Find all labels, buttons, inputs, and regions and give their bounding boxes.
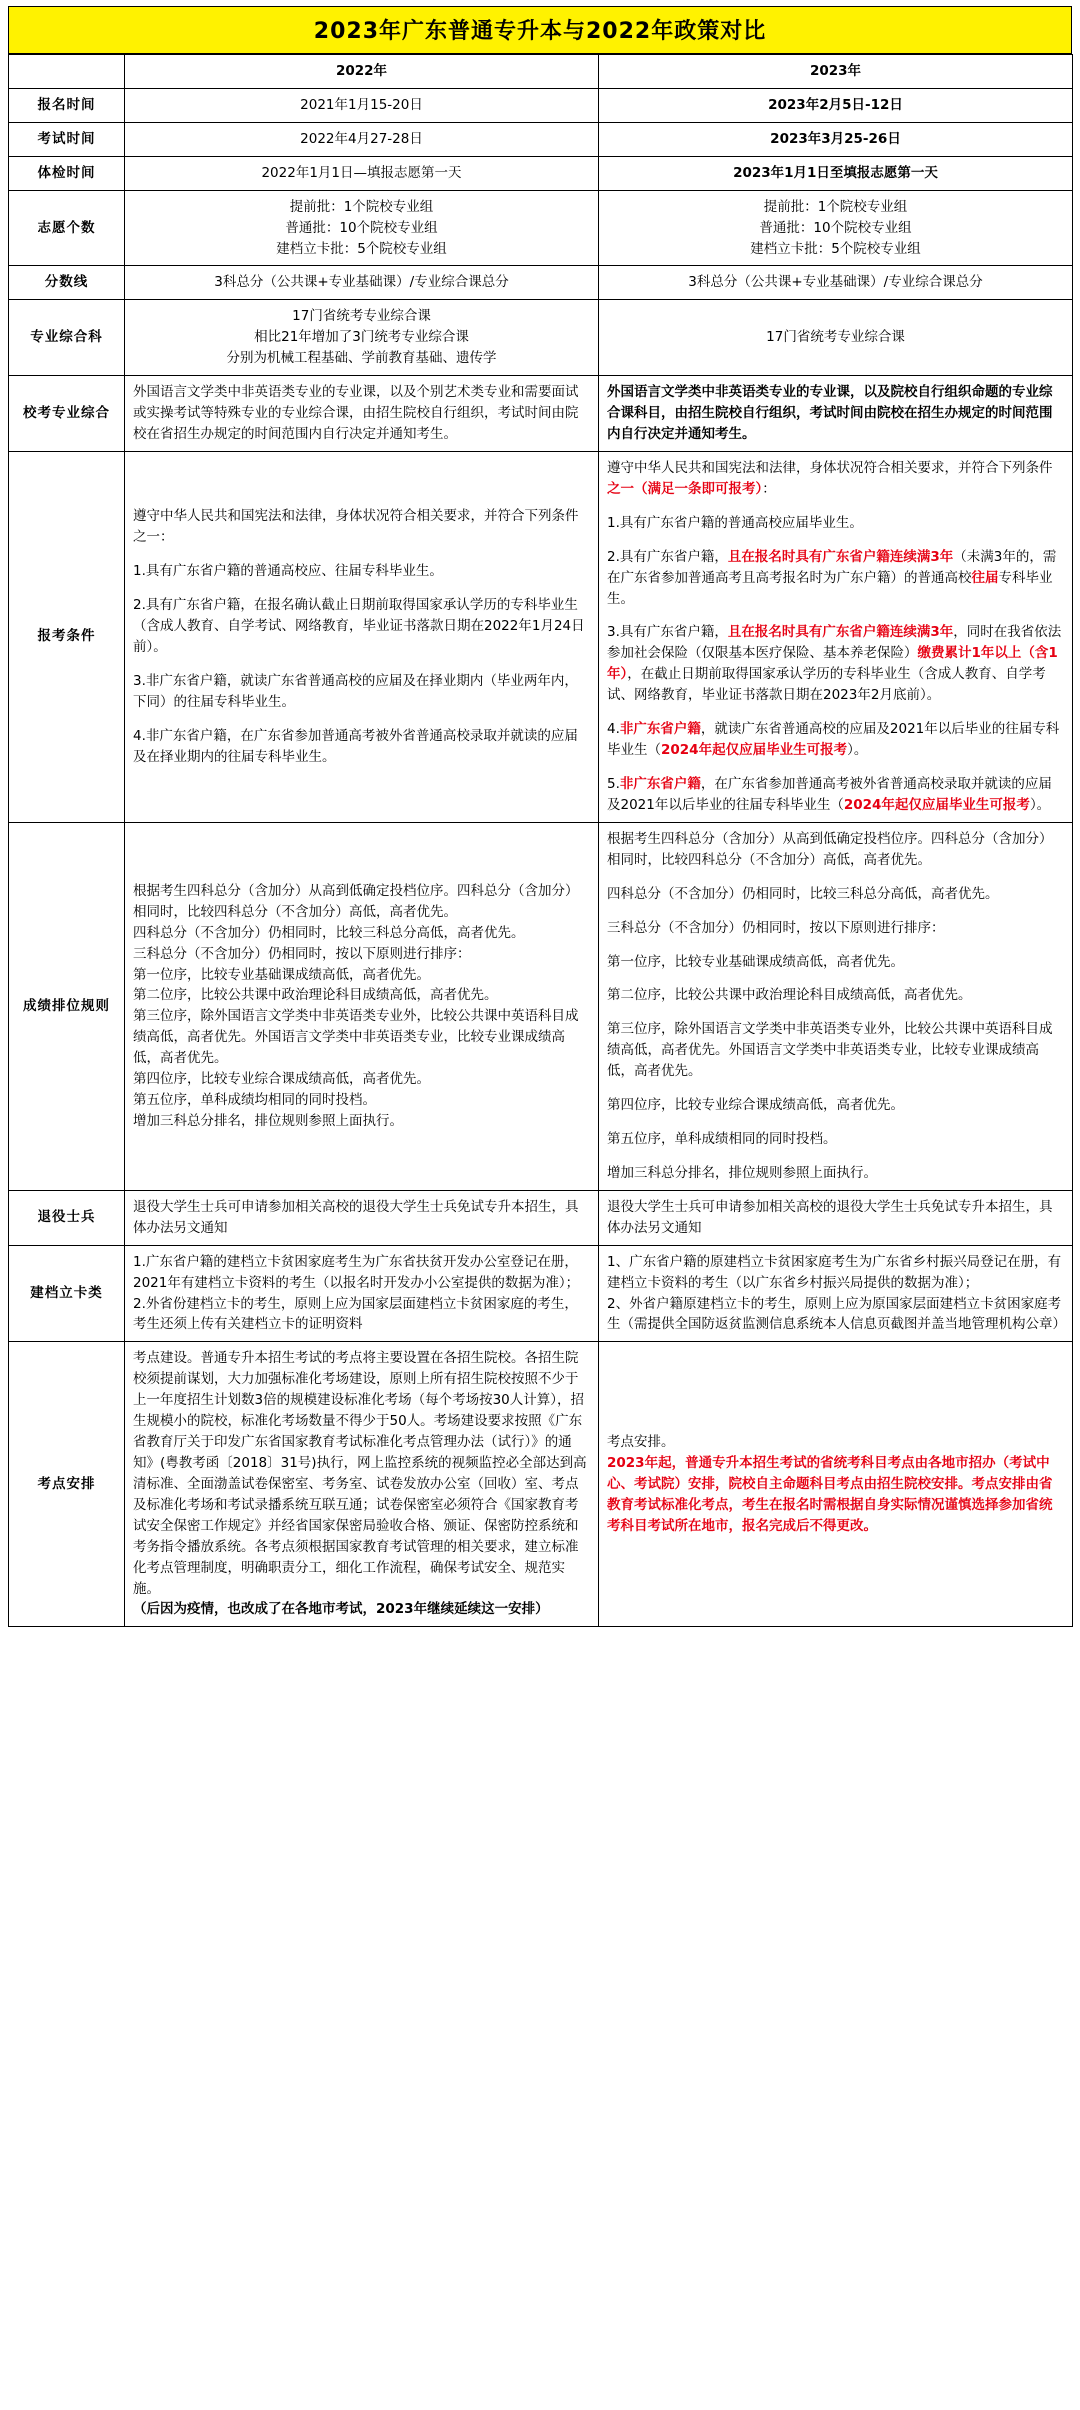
paragraph: 1.具有广东省户籍的普通高校应、往届专科毕业生。 [133, 563, 443, 580]
paragraph [607, 622, 1064, 706]
paragraph: 3科总分（公共课+专业基础课）/专业综合课总分 [688, 274, 983, 291]
paragraph: 相比21年增加了3门统考专业综合课 [254, 329, 469, 346]
paragraph: 4.非广东省户籍，在广东省参加普通高考被外省普通高校录取并就读的应届及在择业期内的往届专科毕业生。 [133, 727, 578, 765]
paragraph: 3科总分（公共课+专业基础课）/专业综合课总分 [214, 274, 509, 291]
row-label-chengji: 成绩排位规则 [9, 822, 125, 1190]
paragraph-spacer [607, 1006, 1064, 1019]
paragraph: 四科总分（不含加分）仍相同时，比较三科总分高低，高者优先。 [607, 885, 999, 902]
table-header-row [9, 55, 1073, 89]
text-run: 且在报名时具有广东省户籍连续满3年 [727, 548, 954, 565]
col-header-2023: 2023年 [599, 55, 1073, 89]
row-label: 体检时间 [9, 156, 125, 190]
paragraph: 2022年4月27-28日 [300, 130, 423, 147]
paragraph: 增加三科总分排名，排位规则参照上面执行。 [607, 1164, 877, 1181]
paragraph: 普通批：10个院校专业组 [759, 219, 912, 236]
cell-y2023 [599, 190, 1073, 266]
paragraph: 第一位序，比较专业基础课成绩高低，高者优先。 [133, 966, 430, 983]
paragraph: 建档立卡批：5个院校专业组 [750, 240, 921, 257]
page-title: 2023年广东普通专升本与2022年政策对比 [8, 6, 1072, 54]
cell-kaodian-2022 [125, 1342, 599, 1627]
paragraph: 普通批：10个院校专业组 [285, 219, 438, 236]
cell-y2023 [599, 122, 1073, 156]
paragraph: 17门省统考专业综合课 [766, 329, 905, 346]
text-run: 5. [607, 775, 620, 792]
row-label-jiandang: 建档立卡类 [9, 1245, 125, 1342]
paragraph: 2.外省份建档立卡的考生，原则上应为国家层面建档立卡贫困家庭的考生，考生还须上传有关建档立卡的证明资料 [133, 1295, 578, 1333]
paragraph: 增加三科总分排名，排位规则参照上面执行。 [133, 1112, 403, 1129]
text-run: ，在截止日期前取得国家承认学历的专科毕业生（含成人教育、自学考试、网络教育，毕业证书落款日期在2023年2月底前）。 [607, 666, 1046, 704]
paragraph-spacer [607, 905, 1064, 918]
paragraph: 3.非广东省户籍，就读广东省普通高校的应届及在择业期内（毕业两年内，下同）的往届专科毕业生。 [133, 672, 578, 710]
text-run: ，就读广东省普通高校的应届及2021年以后毕业的往届专科毕业生（ [607, 721, 1060, 759]
table-row [9, 1190, 1073, 1245]
text-run: 遵守中华人民共和国宪法和法律，身体状况符合相关要求，并符合下列条件 [607, 459, 1053, 476]
paragraph: 建档立卡批：5个院校专业组 [276, 240, 447, 257]
paragraph-spacer [133, 548, 590, 561]
table-row [9, 156, 1073, 190]
row-label-xiaokao: 校考专业综合 [9, 376, 125, 452]
paragraph: 2021年1月15-20日 [300, 96, 423, 113]
text-run: ，在广东省参加普通高考被外省普通高校录取并就读的应届及2021年以后毕业的往届专科毕业生（ [607, 775, 1052, 813]
paragraph-spacer [607, 500, 1064, 513]
text-run: （未满3年的，需在广东省参加普通高考且高考报名时为广东户籍）的普通高校 [607, 548, 1057, 586]
text-run: 非广东省户籍 [619, 775, 701, 792]
paragraph: 第五位序，单科成绩均相同的同时投档。 [133, 1092, 376, 1109]
table-row [9, 266, 1073, 300]
paragraph [607, 774, 1064, 816]
paragraph: 第四位序，比较专业综合课成绩高低，高者优先。 [133, 1071, 430, 1088]
cell-tuiyi-2022: 退役大学生士兵可申请参加相关高校的退役大学生士兵免试专升本招生，具体办法另文通知 [125, 1190, 599, 1245]
table-row [9, 300, 1073, 376]
paragraph: 提前批：1个院校专业组 [289, 198, 434, 215]
paragraph: 2.具有广东省户籍，在报名确认截止日期前取得国家承认学历的专科毕业生（含成人教育、自学考试、网络教育，毕业证书落款日期在2022年1月24日前）。 [133, 597, 585, 655]
text-run: 2024年起仅应届毕业生可报考 [661, 742, 848, 759]
paragraph: 分别为机械工程基础、学前教育基础、遗传学 [226, 350, 497, 367]
paragraph: 考点建设。普通专升本招生考试的考点将主要设置在各招生院校。各招生院校须提前谋划，大力加强标准化考场建设，原则上所有招生院校按照不少于上一年度招生计划数3倍的规模建设标准化考场（每个考场按30人计算），招生规模小的院校，标准化考场数量不得少于50人。考场建设要求按照《广东省教育厅关于印发广东省国家教育考试标准化考点管理办法（试行）》的通知》(粤教考函〔2018〕31号)执行，网上监控系统的视频监控必全部达到高清标准、全面渤盖试卷保密室、考务室、试卷发放办公室（回收）室、考点及标准化考场和考试录播系统互联互通；试卷保密室必须符合《国家教育考试安全保密工作规定》并经省国家保密局验收合格、颁证、保密防控系统和考务指令播放系统。各考点须根据国家教育考试管理的相关要求，建立标准化考点管理制度，明确职责分工，细化工作流程，确保考试安全、规范实施。 [133, 1350, 587, 1597]
paragraph: 三科总分（不含加分）仍相同时，按以下原则进行排序： [607, 919, 945, 936]
cell-baokao-2022 [125, 451, 599, 822]
table-row [9, 122, 1073, 156]
text-run: 4. [607, 721, 620, 738]
cell-baokao-2023 [599, 451, 1073, 822]
paragraph-spacer [607, 609, 1064, 622]
paragraph: 第四位序，比较专业综合课成绩高低，高者优先。 [607, 1097, 904, 1114]
table-row [9, 376, 1073, 452]
paragraph [607, 719, 1064, 761]
table-row [9, 88, 1073, 122]
cell-y2022 [125, 190, 599, 266]
paragraph-spacer [133, 582, 590, 595]
paragraph: 1、广东省户籍的原建档立卡贫困家庭考生为广东省乡村振兴局登记在册，有建档立卡资料的考生（以广东省乡村振兴局提供的数据为准）； [607, 1253, 1062, 1291]
paragraph: 2023年2月5日-12日 [768, 96, 903, 113]
paragraph-spacer [607, 972, 1064, 985]
cell-y2022 [125, 122, 599, 156]
text-run: 之一（满足一条即可报考） [607, 480, 763, 497]
paragraph: 第二位序，比较公共课中政治理论科目成绩高低，高者优先。 [133, 987, 498, 1004]
cell-y2023 [599, 300, 1073, 376]
paragraph-spacer [607, 871, 1064, 884]
text-run: ）。 [1029, 796, 1051, 813]
paragraph-spacer [607, 1116, 1064, 1129]
paragraph: 根据考生四科总分（含加分）从高到低确定投档位序。四科总分（含加分）相同时，比较四科总分（不含加分）高低，高者优先。 [607, 830, 1053, 868]
paragraph: 2022年1月1日—填报志愿第一天 [261, 164, 462, 181]
cell-y2023 [599, 156, 1073, 190]
text-run: 且在报名时具有广东省户籍连续满3年 [727, 624, 954, 641]
paragraph: 三科总分（不含加分）仍相同时，按以下原则进行排序： [133, 945, 471, 962]
paragraph: 2023年起，普通专升本招生考试的省统考科目考点由各地市招办（考试中心、考试院）安排，院校自主命题科目考点由招生院校安排。考点安排由省教育考试标准化考点，考生在报名时需根据自身实际情况谨慎选择参加省统考科目考试所在地市，报名完成后不得更改。 [607, 1455, 1053, 1534]
cell-y2022 [125, 88, 599, 122]
row-label-tuiyi: 退役士兵 [9, 1190, 125, 1245]
row-label-baokao: 报考条件 [9, 451, 125, 822]
text-run: 2.具有广东省户籍， [607, 548, 728, 565]
cell-kaodian-2023 [599, 1342, 1073, 1627]
row-label: 志愿个数 [9, 190, 125, 266]
text-run: 往届 [971, 569, 999, 586]
paragraph-spacer [607, 1082, 1064, 1095]
cell-y2023 [599, 88, 1073, 122]
paragraph-spacer [133, 713, 590, 726]
table-row [9, 451, 1073, 822]
paragraph-spacer [607, 706, 1064, 719]
cell-y2022 [125, 156, 599, 190]
paragraph: （后因为疫情，也改成了在各地市考试，2023年继续延续这一安排） [133, 1601, 549, 1618]
paragraph: 17门省统考专业综合课 [292, 308, 431, 325]
row-label: 考试时间 [9, 122, 125, 156]
cell-jiandang-2023 [599, 1245, 1073, 1342]
text-run: ，同时在我省依法参加社会保险（仅限基本医疗保险、基本养老保险） [607, 624, 1062, 662]
table-row [9, 190, 1073, 266]
paragraph-spacer [607, 534, 1064, 547]
text-run: ）。 [847, 742, 868, 759]
cell-xiaokao-2022: 外国语言文学类中非英语类专业的专业课，以及个别艺术类专业和需要面试或实操考试等特殊专业的专业综合课，由招生院校自行组织，考试时间由院校在省招生办规定的时间范围内自行决定并通知考生。 [125, 376, 599, 452]
paragraph: 第五位序，单科成绩相同的同时投档。 [607, 1131, 837, 1148]
paragraph-spacer [607, 761, 1064, 774]
paragraph: 遵守中华人民共和国宪法和法律，身体状况符合相关要求，并符合下列条件之一： [133, 508, 579, 546]
paragraph: 2023年1月1日至填报志愿第一天 [733, 164, 938, 181]
paragraph: 考点安排。 [607, 1434, 675, 1451]
comparison-table [8, 54, 1073, 1627]
cell-y2022 [125, 300, 599, 376]
paragraph [607, 513, 1064, 534]
table-row [9, 822, 1073, 1190]
cell-y2023 [599, 266, 1073, 300]
row-label: 分数线 [9, 266, 125, 300]
row-label: 报名时间 [9, 88, 125, 122]
table-row [9, 1245, 1073, 1342]
row-label-kaodian: 考点安排 [9, 1342, 125, 1627]
text-run: 1.具有广东省户籍的普通高校应届毕业生。 [607, 514, 863, 531]
paragraph: 1.广东省户籍的建档立卡贫困家庭考生为广东省扶贫开发办公室登记在册，2021年有建档立卡资料的考生（以报名时开发办小公室提供的数据为准）； [133, 1253, 580, 1291]
paragraph [607, 547, 1064, 610]
paragraph-spacer [607, 939, 1064, 952]
row-label: 专业综合科 [9, 300, 125, 376]
table-row [9, 1342, 1073, 1627]
paragraph [607, 458, 1064, 500]
text-run: 3.具有广东省户籍， [607, 624, 728, 641]
paragraph-spacer [133, 658, 590, 671]
paragraph-spacer [607, 1150, 1064, 1163]
paragraph: 第三位序，除外国语言文学类中非英语类专业外，比较公共课中英语科目成绩高低，高者优先。外国语言文学类中非英语类专业，比较专业课成绩高低，高者优先。 [133, 1008, 579, 1067]
paragraph: 提前批：1个院校专业组 [763, 198, 908, 215]
paragraph: 第二位序，比较公共课中政治理论科目成绩高低，高者优先。 [607, 987, 972, 1004]
col-header-2022: 2022年 [125, 55, 599, 89]
cell-chengji-2022 [125, 822, 599, 1190]
col-header-label [9, 55, 125, 89]
cell-chengji-2023 [599, 822, 1073, 1190]
paragraph: 第三位序，除外国语言文学类中非英语类专业外，比较公共课中英语科目成绩高低，高者优先。外国语言文学类中非英语类专业，比较专业课成绩高低，高者优先。 [607, 1021, 1053, 1080]
cell-jiandang-2022 [125, 1245, 599, 1342]
paragraph: 2023年3月25-26日 [770, 130, 901, 147]
text-run: 2024年起仅应届毕业生可报考 [843, 796, 1030, 813]
paragraph: 2、外省户籍原建档立卡的考生，原则上应为原国家层面建档立卡贫困家庭考生（需提供全国防返贫监测信息系统本人信息页截图并盖当地管理机构公章） [607, 1295, 1066, 1333]
paragraph: 四科总分（不含加分）仍相同时，比较三科总分高低，高者优先。 [133, 924, 525, 941]
paragraph: 第一位序，比较专业基础课成绩高低，高者优先。 [607, 953, 904, 970]
paragraph: 根据考生四科总分（含加分）从高到低确定投档位序。四科总分（含加分）相同时，比较四科总分（不含加分）高低，高者优先。 [133, 882, 579, 920]
cell-xiaokao-2023: 外国语言文学类中非英语类专业的专业课，以及院校自行组织命题的专业综合课科目，由招生院校自行组织，考试时间由院校在招生办规定的时间范围内自行决定并通知考生。 [599, 376, 1073, 452]
text-run: 缴费累计1年以上（含1年） [607, 645, 1058, 683]
cell-y2022 [125, 266, 599, 300]
cell-tuiyi-2023: 退役大学生士兵可申请参加相关高校的退役大学生士兵免试专升本招生，具体办法另文通知 [599, 1190, 1073, 1245]
text-run: 专科毕业生。 [607, 569, 1053, 607]
text-run: 非广东省户籍 [619, 721, 701, 738]
text-run: ： [762, 480, 776, 497]
